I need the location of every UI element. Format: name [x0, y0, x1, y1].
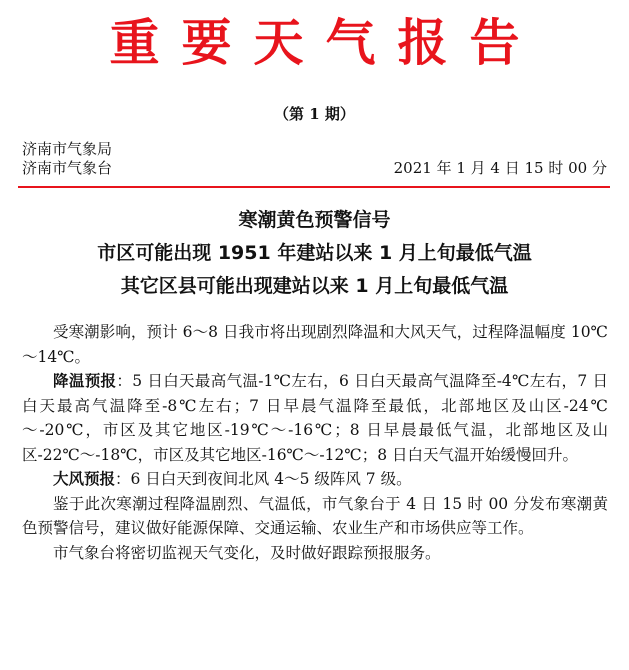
paragraph-wind-forecast — [22, 467, 608, 492]
issuer-observatory: 济南市气象台 — [22, 159, 113, 177]
issuer-block — [22, 140, 112, 178]
headline-block — [0, 204, 629, 303]
paragraph-temperature-forecast — [22, 369, 608, 467]
headline-warning-signal: 寒潮黄色预警信号 — [238, 209, 391, 231]
wind-forecast-text: ：6 日白天到夜间北风 4～5 级阵风 7 级。 — [115, 470, 412, 488]
issue-number: （第 1 期） — [274, 105, 355, 123]
paragraph-recommendation: 鉴于此次寒潮过程降温剧烈、气温低，市气象台于 4 日 15 时 00 分发布寒潮黄色预警信号，建议做好能源保障、交通运输、农业生产和市场供应等工作。 — [22, 494, 608, 537]
red-divider — [18, 186, 610, 188]
temperature-forecast-text: ：5 日白天最高气温-1℃左右，6 日白天最高气温降至-4℃左右，7 日白天最高气温降至-8℃左右；7 日早晨气温降至最低，北部地区及山区-24℃～-20℃，市区及其它地区-19℃～-16℃；8 日早晨最低气温，北部地区及山区-22℃～-18℃，市区及其它地区-16℃～-12℃；8 日白天气温开始缓慢回升。 — [22, 372, 608, 464]
paragraph-overview: 受寒潮影响，预计 6～8 日我市将出现剧烈降温和大风天气，过程降温幅度 10℃～14℃。 — [22, 323, 608, 366]
headline-county-record: 其它区县可能出现建站以来 1 月上旬最低气温 — [120, 275, 509, 297]
paragraph-closing: 市气象台将密切监视天气变化，及时做好跟踪预报服务。 — [53, 543, 441, 562]
wind-forecast-label: 大风预报 — [53, 469, 116, 488]
issue-date: 2021 年 1 月 4 日 15 时 00 分 — [393, 159, 607, 177]
report-body — [22, 320, 608, 565]
issuer-bureau: 济南市气象局 — [22, 140, 113, 158]
headline-urban-record: 市区可能出现 1951 年建站以来 1 月上旬最低气温 — [97, 242, 532, 264]
temperature-forecast-label: 降温预报 — [53, 371, 117, 390]
report-masthead: 重要天气报告 — [109, 14, 542, 72]
